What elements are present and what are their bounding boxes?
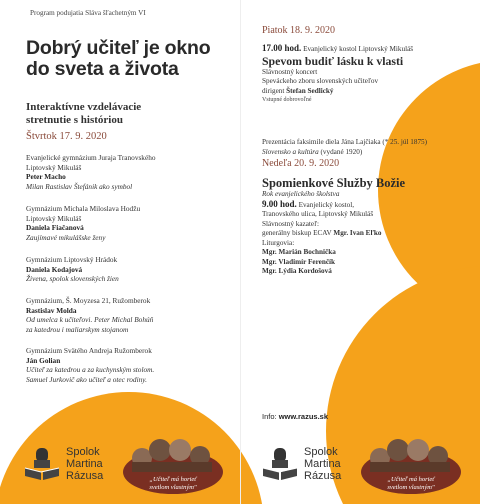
seal-motto-line-2: svetlom vlastným" bbox=[387, 484, 435, 491]
brand-line-1: Spolok bbox=[66, 446, 100, 458]
school-name: Gymnázium, Š. Moyzesa 21, Ružomberok bbox=[26, 296, 151, 305]
preacher-name: Mgr. Ivan Eľko bbox=[333, 229, 382, 237]
admission-note: Vstupné dobrovoľné bbox=[262, 97, 312, 103]
speaker-name: Ján Golian bbox=[26, 355, 61, 365]
seal-motto-line-1: „Učiteľ má horieť bbox=[149, 476, 197, 483]
subtitle bbox=[26, 101, 226, 126]
speaker-name: Daniela Kodajová bbox=[26, 264, 83, 274]
spolok-logo bbox=[24, 432, 234, 496]
lecture-topic: Učiteľ za katedrou a za kuchynským stolom. bbox=[26, 365, 155, 375]
liturgist-name: Mgr. Vladimír Ferenčík bbox=[262, 257, 335, 266]
liturgist-name: Mgr. Lýdia Kordošová bbox=[262, 267, 332, 275]
subtitle-line-2: stretnutie s históriou bbox=[26, 113, 123, 126]
mass-title: Spomienkové Služby Božie bbox=[262, 176, 406, 190]
exhibit-line-1: Prezentácia faksimile diela Jána Lajčiaka (* 25. júl 1875) bbox=[262, 138, 428, 146]
mass-subtitle: Rok evanjelického školstva bbox=[262, 190, 340, 198]
concert-title: Spevom budiť lásku k vlasti bbox=[262, 53, 404, 68]
exhibit-book-title: Slovensko a kultúra bbox=[262, 147, 319, 156]
lecture-entry bbox=[26, 204, 236, 242]
concert-conductor-line bbox=[262, 87, 474, 97]
brand-line-2: Martina bbox=[304, 458, 341, 470]
conductor-name: Štefan Sedlický bbox=[286, 86, 334, 95]
brand-name bbox=[66, 446, 103, 482]
concert-line-1: Slávnostný koncert bbox=[262, 67, 318, 76]
speaker-name: Daniela Fiačanová bbox=[26, 223, 84, 233]
speaker-name: Rastislav Molda bbox=[26, 305, 77, 315]
mass-time-place bbox=[262, 200, 474, 211]
info-label: Info: bbox=[262, 412, 277, 421]
lecture-topic: Milan Rastislav Štefánik ako symbol bbox=[26, 181, 133, 191]
seal-motto-line-2: svetlom vlastným" bbox=[149, 484, 197, 491]
concert-place: Evanjelický kostol Liptovský Mikuláš bbox=[303, 45, 414, 53]
mass-time: 9.00 hod. bbox=[262, 198, 297, 209]
lecture-topic: Živena, spolok slovenských žien bbox=[26, 274, 119, 284]
liturgy-label: Liturgovia: bbox=[262, 238, 295, 247]
brand-line-2: Martina bbox=[66, 458, 103, 470]
preacher-label: Slávnostný kazateľ: bbox=[262, 219, 320, 228]
exhibit-line-2 bbox=[262, 148, 474, 158]
conductor-prefix: dirigent bbox=[262, 86, 285, 95]
lecture-entry bbox=[26, 346, 236, 384]
school-name: Evanjelické gymnázium Juraja Tranovského bbox=[26, 153, 156, 162]
preacher-line bbox=[262, 229, 474, 239]
preacher-prefix: generálny biskup ECAV bbox=[262, 229, 332, 237]
school-name: Gymnázium Liptovský Hrádok bbox=[26, 255, 118, 264]
info-line bbox=[262, 412, 328, 421]
spolok-logo bbox=[262, 432, 472, 496]
page-fold-divider bbox=[240, 0, 241, 504]
concert-event bbox=[262, 44, 474, 106]
school-city: Liptovský Mikuláš bbox=[26, 162, 82, 172]
exhibit-book-year: (vydané 1920) bbox=[320, 147, 363, 156]
concert-time: 17.00 hod. bbox=[262, 43, 302, 53]
brand-line-3: Rázusa bbox=[66, 470, 104, 482]
lecture-topic-cont: Samuel Jurkovič ako učiteľ a otec rodiny. bbox=[26, 374, 147, 384]
brand-line-1: Spolok bbox=[304, 446, 338, 458]
day-friday: Piatok 18. 9. 2020 bbox=[262, 25, 336, 36]
main-title-line-1: Dobrý učiteľ je okno bbox=[26, 37, 211, 59]
concert-line-2: Speváckeho zboru slovenských učiteľov bbox=[262, 77, 379, 85]
main-title bbox=[26, 38, 226, 80]
school-name: Gymnázium Michala Miloslava Hodžu bbox=[26, 204, 141, 213]
school-city: Liptovský Mikuláš bbox=[26, 213, 82, 223]
book-bust-icon bbox=[262, 446, 298, 482]
mass-place-2: Tranovského ulica, Liptovský Mikuláš bbox=[262, 210, 374, 218]
main-title-line-2: do sveta a života bbox=[26, 58, 179, 80]
seal-motto-line-1: „Učiteľ má horieť bbox=[387, 476, 435, 483]
exhibit-info bbox=[262, 138, 474, 157]
lecture-entry bbox=[26, 153, 236, 191]
brand-line-3: Rázusa bbox=[304, 470, 342, 482]
day-thursday: Štvrtok 17. 9. 2020 bbox=[26, 131, 107, 142]
program-title: Program podujatia Sláva šľachetným VI bbox=[30, 9, 146, 17]
concert-time-place bbox=[262, 44, 474, 55]
info-website-link[interactable]: www.razus.sk bbox=[278, 412, 329, 421]
school-name: Gymnázium Svätého Andreja Ružomberok bbox=[26, 346, 152, 355]
portrait-seal-icon bbox=[358, 432, 464, 496]
subtitle-line-1: Interaktívne vzdelávacie bbox=[26, 101, 142, 113]
lecture-topic: Od umelca k učiteľovi. Peter Michal Bohúň bbox=[26, 315, 154, 325]
lecture-entry bbox=[26, 296, 236, 334]
mass-place-1: Evanjelický kostol, bbox=[298, 200, 355, 209]
mass-details bbox=[262, 190, 474, 277]
speaker-name: Peter Macho bbox=[26, 172, 66, 182]
day-sunday: Nedeľa 20. 9. 2020 bbox=[262, 158, 340, 169]
lecture-topic: Zaujímavé mikulášske ženy bbox=[26, 232, 106, 242]
liturgist-name: Mgr. Marián Bochnička bbox=[262, 248, 336, 256]
lecture-topic-cont: za katedrou i maliarskym stojanom bbox=[26, 324, 129, 334]
brand-name bbox=[304, 446, 341, 482]
lecture-entry bbox=[26, 255, 236, 284]
book-bust-icon bbox=[24, 446, 60, 482]
portrait-seal-icon bbox=[120, 432, 226, 496]
